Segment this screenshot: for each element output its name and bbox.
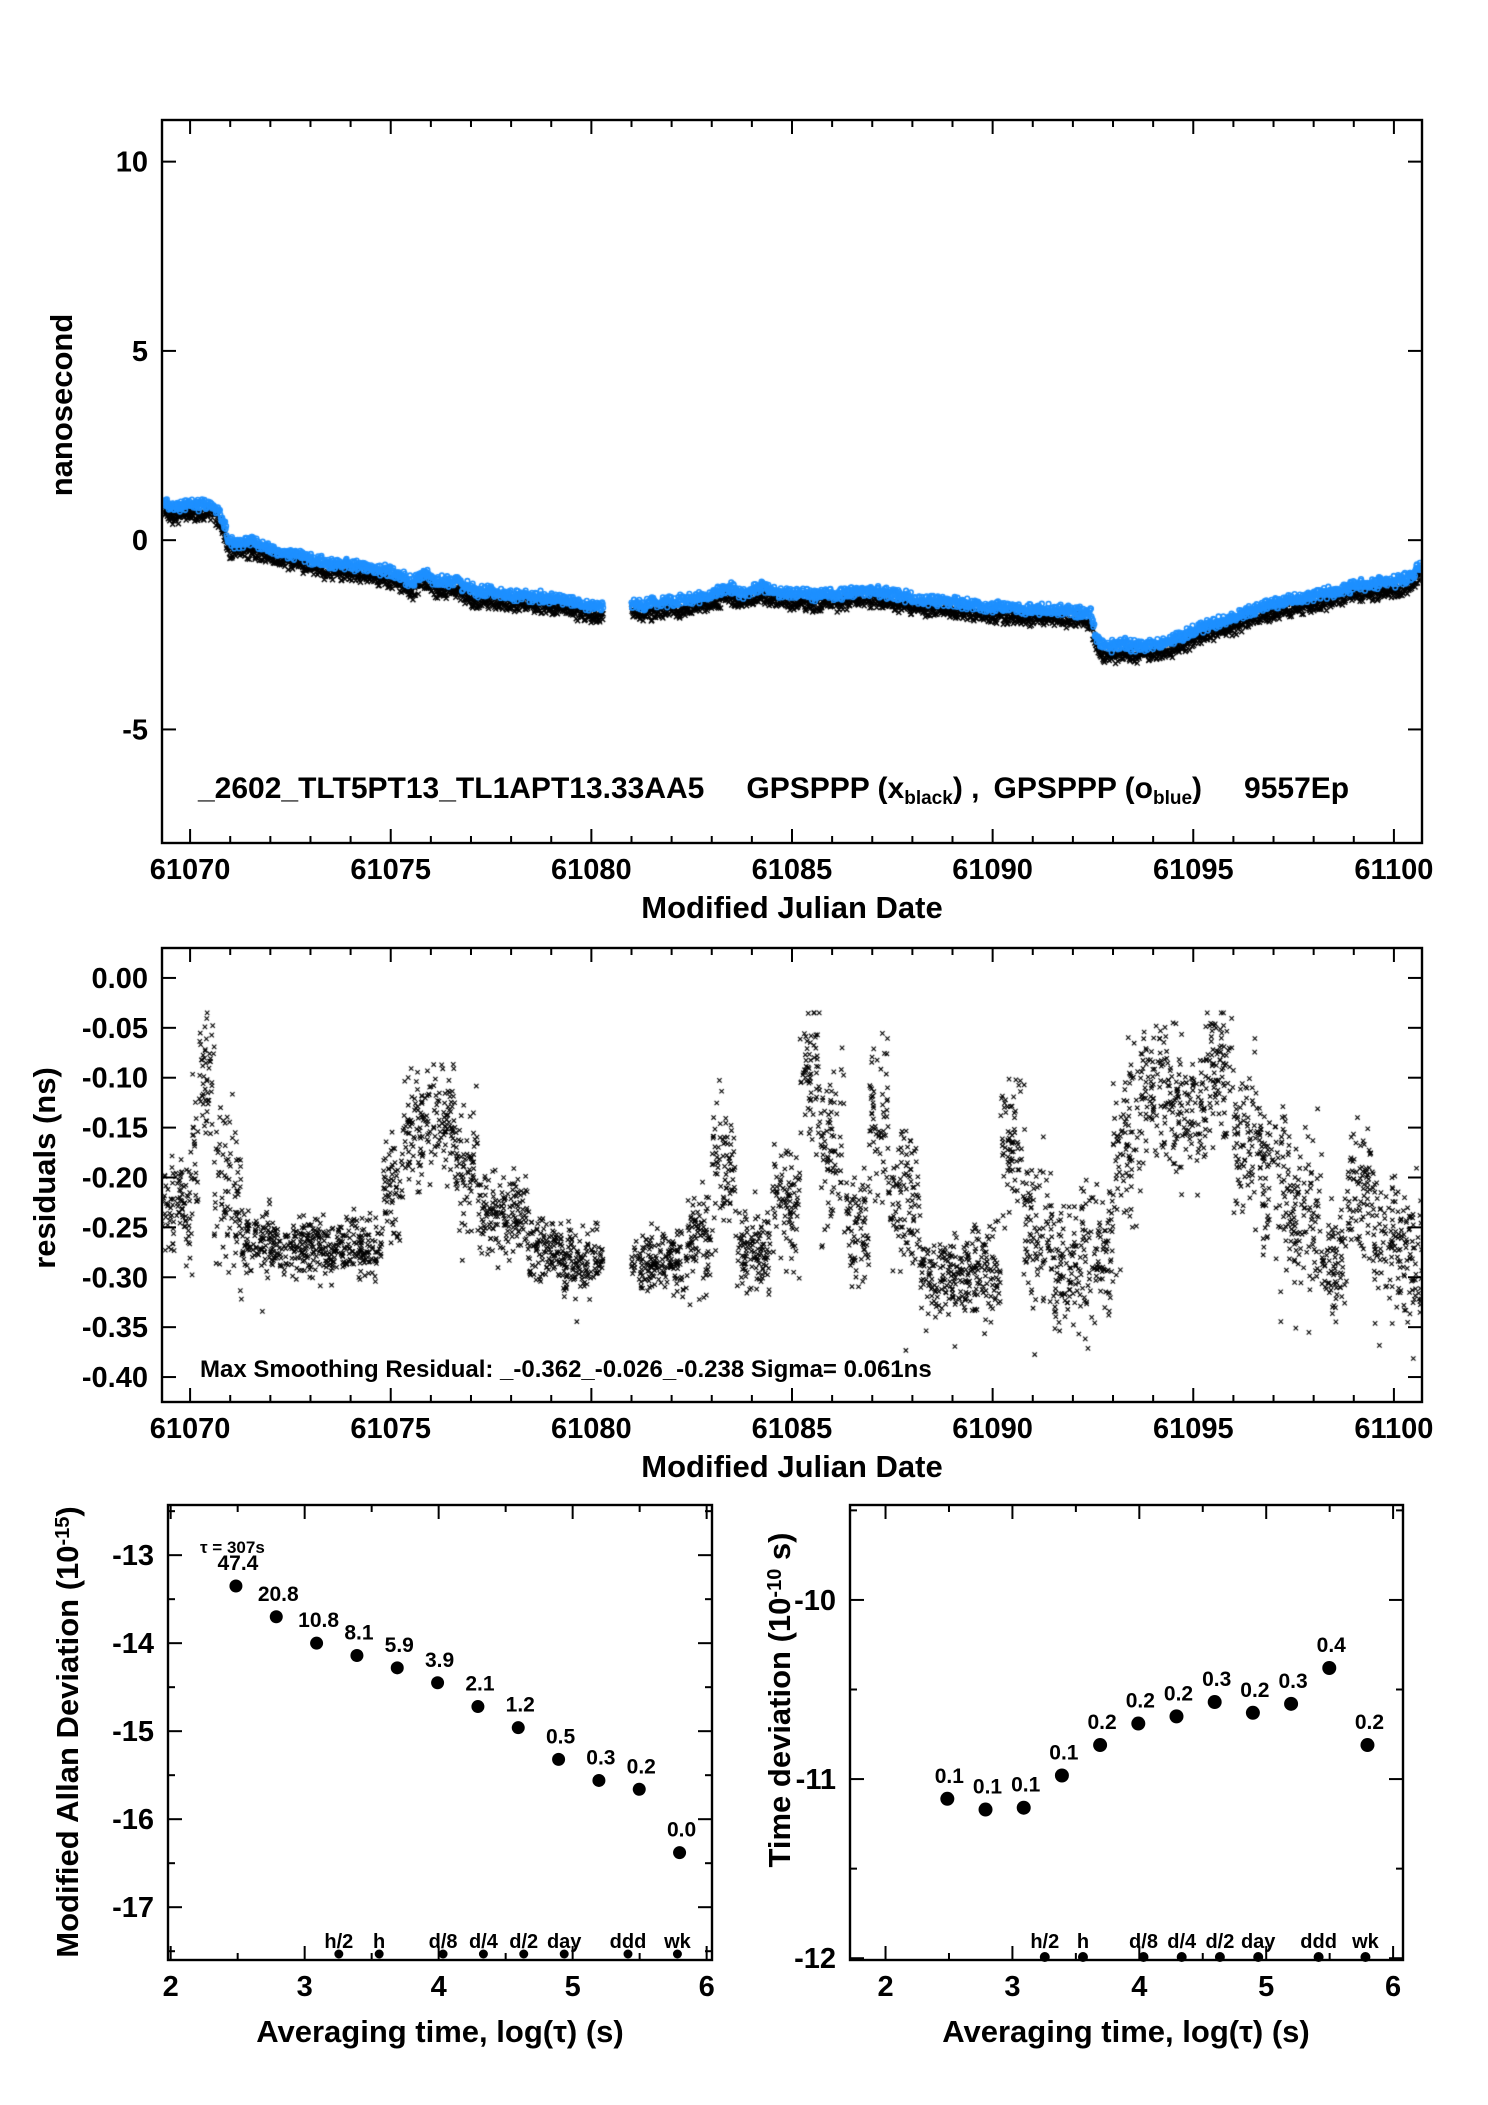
- plot-title: [198, 772, 1349, 810]
- plot-frame: [850, 1505, 1403, 1960]
- tau-marker-dot: [1360, 1952, 1370, 1962]
- mdev-xlabel: Averaging time, log(τ) (s): [256, 2014, 624, 2049]
- tau-marker-label: day: [546, 1931, 582, 1953]
- mdev-point: [512, 1721, 525, 1734]
- title-series1-close: ) ,: [952, 772, 980, 805]
- y-tick-label: -11: [795, 1764, 836, 1797]
- x-tick-label: 61100: [1354, 854, 1434, 886]
- y-tick-label: -10: [794, 1584, 836, 1617]
- mdev-point-label: 10.8: [298, 1609, 340, 1633]
- x-tick-label: 61080: [551, 854, 632, 886]
- x-tick-label: 5: [564, 1971, 581, 2003]
- tau-marker-label: wk: [664, 1931, 691, 1953]
- x-tick-label: 3: [296, 1971, 313, 2003]
- mdev-point: [673, 1846, 686, 1859]
- mdev-point-label: 5.9: [384, 1633, 414, 1657]
- mdev-point-label: 20.8: [257, 1582, 299, 1606]
- tau-marker-label: d/2: [1205, 1931, 1235, 1953]
- tdev-point-label: 0.2: [1087, 1711, 1117, 1735]
- tau-marker-dot: [1040, 1952, 1050, 1962]
- tau-marker-dot: [1215, 1952, 1225, 1962]
- y-tick-label: -0.20: [81, 1162, 148, 1195]
- tau-marker-label: d/8: [1129, 1931, 1158, 1953]
- title-series2: GPSPPP (o: [993, 772, 1153, 805]
- tdev-point: [940, 1792, 954, 1806]
- y-tick-label: -14: [112, 1628, 154, 1661]
- mdev-point: [350, 1649, 363, 1662]
- tdev-point: [1284, 1697, 1298, 1711]
- tau-marker-label: day: [1240, 1931, 1276, 1953]
- x-tick-label: 3: [1004, 1971, 1021, 2003]
- tau-marker-label: h: [373, 1931, 386, 1953]
- tau-marker-dot: [1139, 1952, 1149, 1962]
- plot-frame: [162, 948, 1422, 1402]
- tdev-point-label: 0.2: [1354, 1711, 1385, 1735]
- mdev-point: [310, 1637, 323, 1650]
- tdev-point: [1055, 1768, 1069, 1782]
- x-tick-label: 4: [430, 1971, 447, 2003]
- y-tick-label: -0.15: [81, 1112, 148, 1145]
- mdev-point-label: 0.3: [586, 1746, 616, 1770]
- title-file-id: _2602_TLT5PT13_TL1APT13.33AA5: [198, 772, 705, 805]
- tdev-point-label: 0.1: [972, 1775, 1003, 1799]
- x-tick-label: 61075: [350, 1413, 432, 1445]
- y-tick-label: -15: [112, 1716, 154, 1749]
- tau-marker-dot: [1314, 1952, 1324, 1962]
- x-tick-label: 6: [698, 1971, 715, 2003]
- tau-marker-label: d/2: [509, 1931, 539, 1953]
- x-tick-label: 61070: [149, 1413, 231, 1445]
- x-tick-label: 6: [1385, 1971, 1402, 2003]
- y-tick-label: 10: [115, 146, 148, 179]
- title-epoch-tag: 9557Ep: [1244, 772, 1350, 805]
- x-tick-label: 61075: [350, 854, 432, 886]
- tdev-ylabel: Time deviation ($10^{-10}$ s): [762, 1532, 797, 1868]
- y-tick-label: 0: [131, 525, 148, 558]
- x-tick-label: 2: [162, 1971, 179, 2003]
- y-tick-label: -0.40: [81, 1362, 148, 1395]
- mdev-point: [633, 1783, 646, 1796]
- tdev-point: [1017, 1801, 1031, 1815]
- x-tick-label: 61100: [1354, 1413, 1434, 1445]
- y-tick-label: -12: [794, 1943, 836, 1976]
- x-tick-label: 61085: [751, 854, 833, 886]
- tdev-point: [1093, 1738, 1107, 1752]
- tdev-point: [1246, 1706, 1260, 1720]
- tdev-point-label: 0.3: [1202, 1668, 1232, 1692]
- x-tick-label: 5: [1258, 1971, 1275, 2003]
- max-smoothing-residual-annotation: Max Smoothing Residual: _-0.362_-0.026_-0.238 Sigma= 0.061ns: [200, 1356, 932, 1383]
- x-tick-label: 61080: [551, 1413, 632, 1445]
- mdev-point: [431, 1676, 444, 1689]
- mdev-point-label: 2.1: [465, 1672, 495, 1696]
- mdev-point-label: 0.2: [626, 1755, 656, 1779]
- mdev-point: [471, 1700, 484, 1713]
- tdev-point-label: 0.1: [1011, 1773, 1041, 1797]
- tau-marker-label: d/4: [468, 1931, 498, 1953]
- tdev-point-label: 0.4: [1316, 1634, 1346, 1658]
- tdev-point-label: 0.3: [1278, 1669, 1308, 1693]
- title-series1-sub: black: [904, 788, 953, 809]
- tdev-point: [1131, 1717, 1145, 1731]
- tau-marker-label: h/2: [1030, 1931, 1060, 1953]
- mdev-point: [270, 1610, 283, 1623]
- tdev-point-label: 0.2: [1163, 1682, 1194, 1706]
- tau-marker-dot: [1078, 1952, 1088, 1962]
- x-tick-label: 61095: [1152, 1413, 1234, 1445]
- y-tick-label: -0.35: [81, 1312, 148, 1345]
- mdev-point: [552, 1753, 565, 1766]
- tdev-point: [1208, 1695, 1222, 1709]
- top-panel-ylabel: nanosecond: [44, 313, 79, 497]
- tau-marker-label: ddd: [609, 1931, 647, 1953]
- x-tick-label: 61090: [952, 854, 1033, 886]
- y-tick-label: -0.10: [81, 1062, 148, 1095]
- x-tick-label: 61095: [1152, 854, 1234, 886]
- mdev-point: [229, 1579, 242, 1592]
- middle-panel-ylabel: residuals (ns): [27, 1067, 62, 1269]
- y-tick-label: -13: [112, 1540, 154, 1573]
- tau-marker-label: h/2: [324, 1931, 354, 1953]
- x-tick-label: 2: [877, 1971, 894, 2003]
- tdev-point-label: 0.1: [934, 1764, 964, 1788]
- tau-marker-label: h: [1076, 1931, 1090, 1953]
- mdev-point: [391, 1661, 404, 1674]
- x-tick-label: 61090: [952, 1413, 1033, 1445]
- top-panel-xlabel: Modified Julian Date: [641, 890, 943, 925]
- tdev-point: [1169, 1709, 1183, 1723]
- y-tick-label: -0.25: [81, 1212, 148, 1245]
- y-tick-label: 0.00: [91, 962, 148, 995]
- mdev-point-label: 8.1: [344, 1621, 374, 1645]
- tdev-point-label: 0.2: [1240, 1678, 1270, 1702]
- mdev-ylabel: Modified Allan Deviation $(10^{-15})$: [50, 1506, 85, 1958]
- x-tick-label: 4: [1131, 1971, 1148, 2003]
- mdev-point-label: 3.9: [424, 1648, 455, 1672]
- tdev-point: [979, 1803, 993, 1817]
- mdev-point-label: 0.0: [666, 1818, 697, 1842]
- tdev-point: [1360, 1738, 1374, 1752]
- tdev-point-label: 0.1: [1049, 1741, 1079, 1765]
- tau-marker-label: d/8: [428, 1931, 458, 1953]
- tdev-xlabel: Averaging time, log(τ) (s): [942, 2014, 1310, 2049]
- tau-marker-dot: [1177, 1952, 1187, 1962]
- mdev-point-label: 1.2: [505, 1693, 535, 1717]
- title-series2-close: ): [1192, 772, 1203, 805]
- x-tick-label: 61085: [751, 1413, 833, 1445]
- y-tick-label: 5: [131, 335, 148, 368]
- y-tick-label: -5: [122, 714, 148, 747]
- tau-annotation: τ = 307s: [200, 1538, 265, 1557]
- middle-panel-xlabel: Modified Julian Date: [641, 1449, 943, 1484]
- plot-frame: [162, 120, 1422, 843]
- y-tick-label: -0.30: [81, 1262, 148, 1295]
- y-tick-label: -17: [112, 1892, 154, 1925]
- mdev-point-label: 47.4: [217, 1551, 259, 1575]
- tau-marker-label: d/4: [1167, 1931, 1197, 1953]
- title-series1: GPSPPP (x: [746, 772, 905, 805]
- y-tick-label: -16: [112, 1804, 154, 1837]
- mdev-point: [592, 1774, 605, 1787]
- tdev-point-label: 0.2: [1125, 1689, 1155, 1713]
- tau-marker-dot: [1253, 1952, 1263, 1962]
- tau-marker-label: wk: [1352, 1931, 1379, 1953]
- tau-marker-label: ddd: [1300, 1931, 1337, 1953]
- tdev-point: [1322, 1661, 1336, 1675]
- y-tick-label: -0.05: [81, 1012, 148, 1045]
- title-series2-sub: blue: [1152, 788, 1193, 809]
- x-tick-label: 61070: [149, 854, 231, 886]
- mdev-point-label: 0.5: [545, 1725, 576, 1749]
